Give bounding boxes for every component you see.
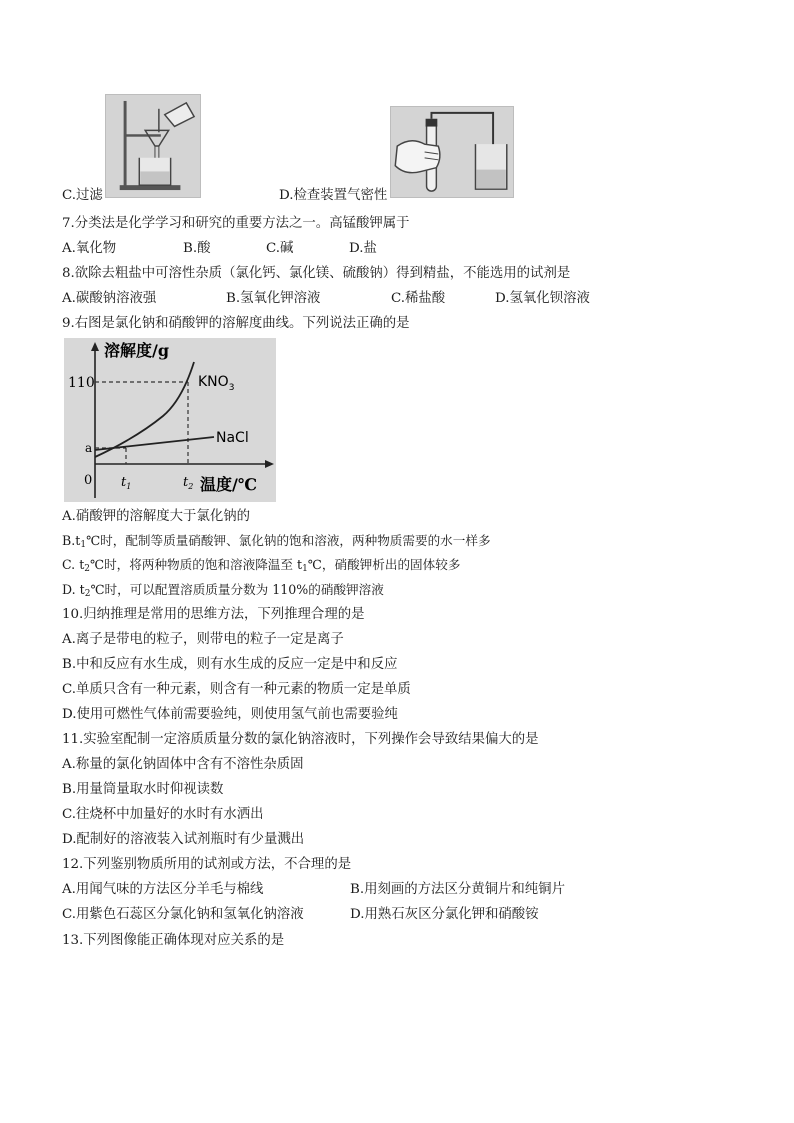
x-axis-title: 温度/℃ (200, 475, 258, 494)
x-tick-t2: $t_2$ (183, 475, 194, 491)
q9-option-d: D. $t_2℃$时，可以配置溶质质量分数为 110%的硝酸钾溶液 (62, 582, 384, 599)
q12-option-a: A.用闻气味的方法区分羊毛与棉线 (62, 882, 264, 897)
solubility-curve-chart (64, 338, 276, 502)
q11-option-a: A.称量的氯化钠固体中含有不溶性杂质固 (62, 757, 304, 772)
airtightness-check-image (390, 106, 514, 198)
x-axis-arrow (265, 460, 274, 468)
q8-option-c: C.稀盐酸 (391, 291, 446, 306)
q9-stem: 9.右图是氯化钠和硝酸钾的溶解度曲线。下列说法正确的是 (62, 316, 410, 331)
q11-stem: 11.实验室配制一定溶质质量分数的氯化钠溶液时，下列操作会导致结果偏大的是 (62, 732, 539, 747)
q7-option-c: C.碱 (266, 241, 294, 256)
q11-option-d: D.配制好的溶液装入试剂瓶时有少量溅出 (62, 832, 305, 847)
q8-option-d: D.氢氧化钡溶液 (495, 291, 590, 306)
q10-option-b: B.中和反应有水生成，则有水生成的反应一定是中和反应 (62, 657, 398, 672)
origin-label: 0 (84, 473, 93, 488)
q12-option-c: C.用紫色石蕊区分氯化钠和氢氧化钠溶液 (62, 907, 304, 922)
y-axis-title: 溶解度/g (104, 341, 170, 360)
q8-stem: 8.欲除去粗盐中可溶性杂质（氯化钙、氯化镁、硫酸钠）得到精盐，不能选用的试剂是 (62, 266, 571, 281)
q12-option-d: D.用熟石灰区分氯化钾和硝酸铵 (350, 907, 539, 922)
y-axis-arrow (91, 342, 99, 351)
kno3-series-label: $KNO_3$ (198, 374, 235, 393)
q10-option-d: D.使用可燃性气体前需要验纯，则使用氢气前也需要验纯 (62, 707, 398, 722)
q7-option-a: A.氧化物 (62, 241, 117, 256)
filtration-apparatus-image (105, 94, 201, 198)
q6-option-d: D.检查装置气密性 (279, 188, 388, 203)
y-tick-110: 110 (68, 375, 95, 391)
q11-option-c: C.往烧杯中加量好的水时有水洒出 (62, 807, 264, 822)
q11-option-b: B.用量筒量取水时仰视读数 (62, 782, 224, 797)
q8-option-b: B.氢氧化钾溶液 (226, 291, 321, 306)
q9-option-c: C. $t_2℃$时，将两种物质的饱和溶液降温至 $t_1℃$，硝酸钾析出的固体较多 (62, 557, 461, 574)
q13-stem: 13.下列图像能正确体现对应关系的是 (62, 933, 285, 948)
q7-option-d: D.盐 (349, 241, 377, 256)
y-tick-a: a (85, 441, 93, 455)
q12-stem: 12.下列鉴别物质所用的试剂或方法，不合理的是 (62, 857, 352, 872)
q6-option-c: C.过滤 (62, 188, 103, 203)
x-tick-t1: $t_1$ (121, 475, 132, 491)
nacl-curve (95, 437, 214, 450)
kno3-curve (95, 362, 194, 457)
q9-option-b: $B.t_1℃$时，配制等质量硝酸钾、氯化钠的饱和溶液，两种物质需要的水一样多 (62, 533, 491, 550)
q10-option-c: C.单质只含有一种元素，则含有一种元素的物质一定是单质 (62, 682, 411, 697)
q12-option-b: B.用刻画的方法区分黄铜片和纯铜片 (350, 882, 565, 897)
q7-stem: 7.分类法是化学学习和研究的重要方法之一。高锰酸钾属于 (62, 216, 410, 231)
q10-option-a: A.离子是带电的粒子，则带电的粒子一定是离子 (62, 632, 344, 647)
q7-option-b: B.酸 (183, 241, 211, 256)
q10-stem: 10.归纳推理是常用的思维方法，下列推理合理的是 (62, 607, 365, 622)
nacl-series-label: NaCl (216, 430, 249, 446)
q9-option-a: A.硝酸钾的溶解度大于氯化钠的 (62, 509, 251, 524)
q8-option-a: A.碳酸钠溶液强 (62, 291, 157, 306)
